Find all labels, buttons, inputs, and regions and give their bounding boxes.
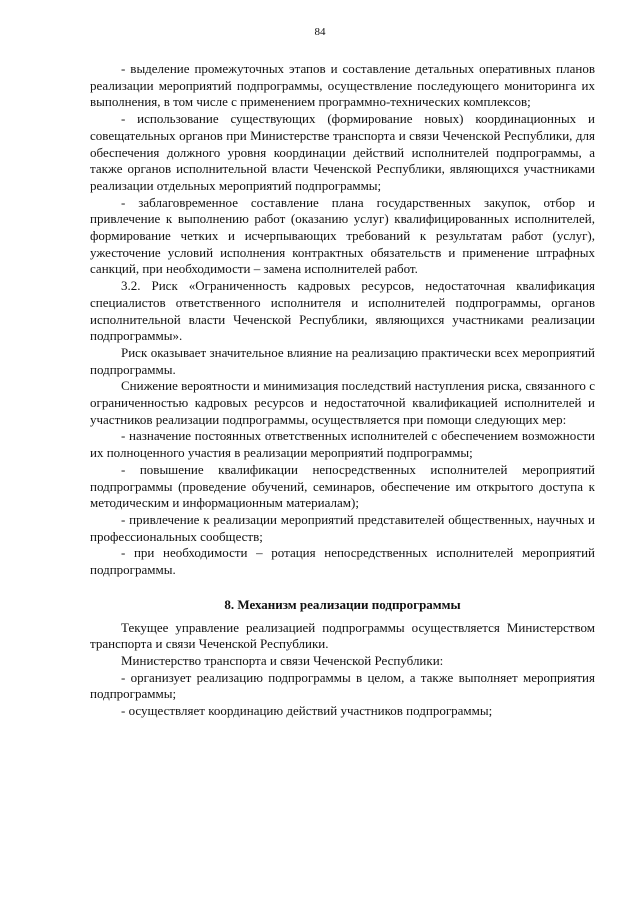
paragraph-risk-3-2: 3.2. Риск «Ограниченность кадровых ресурсов, недостаточная квалификация специалистов ответственного исполнителя и исполнителей подпрограммы, органов исполнительной власти Чеченской Республики, являющихся участниками реализации подпрограммы». — [90, 278, 595, 344]
paragraph-coordination-bodies: - использование существующих (формирование новых) координационных и совещательных органов при Министерстве транспорта и связи Чеченской Республики, для обеспечения должного уровня координации действий исполнителей подпрограммы, а также органов исполнительной власти Чеченской Республики, являющихся участниками реализации отдельных мероприятий подпрограммы; — [90, 111, 595, 193]
paragraph-qualification: - повышение квалификации непосредственных исполнителей мероприятий подпрограммы (проведение обучений, семинаров, обеспечение им открытого доступа к методическим и информационным материалам); — [90, 461, 595, 511]
paragraph-current-management: Текущее управление реализацией подпрограммы осуществляется Министерством транспорта и связи Чеченской Республики. — [90, 619, 595, 652]
paragraph-rotation: - при необходимости – ротация непосредственных исполнителей мероприятий подпрограммы. — [90, 545, 595, 578]
paragraph-permanent-executors: - назначение постоянных ответственных исполнителей с обеспечением возможности их полноценного участия в реализации мероприятий подпрограммы; — [90, 428, 595, 461]
paragraph-procurement-plan: - заблаговременное составление плана государственных закупок, отбор и привлечение к выполнению работ (оказанию услуг) квалифицированных исполнителей, формирование четких и исчерпывающих требований к результатам работ (услуг), ужесточение условий исполнения контрактных обязательств и применение штрафных санкций, при необходимости – замена исполнителей работ. — [90, 194, 595, 277]
paragraph-organizes: - организует реализацию подпрограммы в целом, а также выполняет мероприятия подпрограммы; — [90, 669, 595, 702]
paragraph-ministry: Министерство транспорта и связи Чеченской Республики: — [121, 652, 444, 668]
paragraph-risk-mitigation: Снижение вероятности и минимизация последствий наступления риска, связанного с ограниченностью кадровых ресурсов и недостаточной квалификацией исполнителей и участников реализации подпрограммы, осуществляется при помощи следующих мер: — [90, 378, 595, 427]
paragraph-stage-planning: - выделение промежуточных этапов и составление детальных оперативных планов реализации мероприятий подпрограммы, осуществление последующего мониторинга их выполнения, в том числе с применением программно-технических комплексов; — [90, 61, 595, 110]
paragraph-coordinates: - осуществляет координацию действий участников подпрограммы; — [121, 703, 493, 719]
page-number: 84 — [314, 26, 326, 38]
page-body — [90, 61, 595, 720]
paragraph-involvement: - привлечение к реализации мероприятий представителей общественных, научных и профессиональных сообществ; — [90, 511, 595, 544]
paragraph-risk-influence: Риск оказывает значительное влияние на реализацию практически всех мероприятий подпрограммы. — [90, 344, 595, 377]
section-heading: 8. Механизм реализации подпрограммы — [224, 596, 461, 612]
